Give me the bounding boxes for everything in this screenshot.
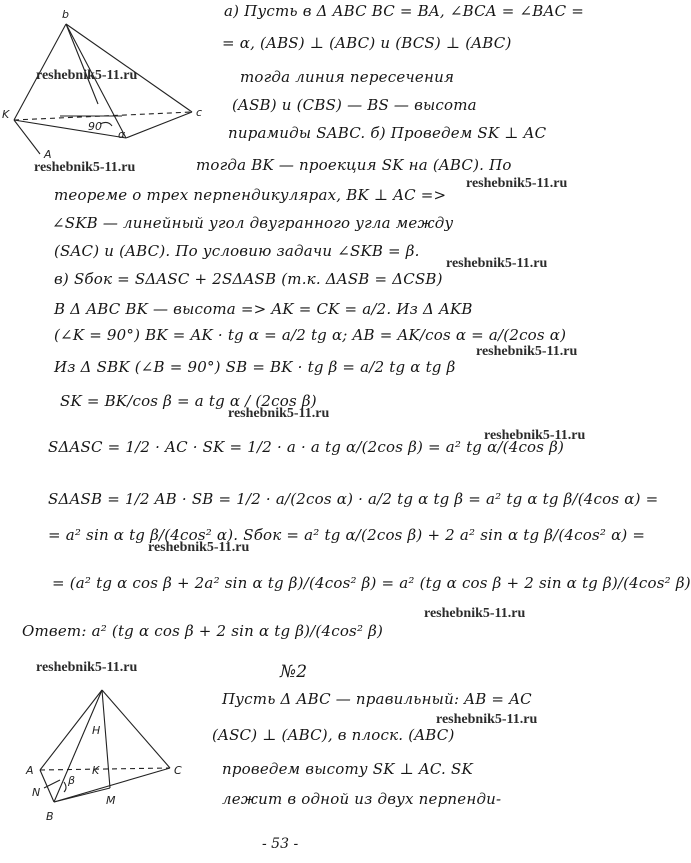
watermark-9: reshebnik5-11.ru	[424, 606, 526, 621]
text-line-10: в) Sбок = SΔASC + 2SΔASB (т.к. ΔASB = ΔCSB)	[54, 270, 443, 288]
text-line-5: пирамиды SABC. б) Проведем SK ⊥ AC	[228, 124, 547, 142]
text-line-9: (SAC) и (ABC). По условию задачи ∠SKB = β.	[54, 242, 420, 260]
page-number: - 53 -	[262, 836, 299, 852]
fig2-label-beta: β	[68, 774, 76, 787]
fig2-label-c: C	[174, 764, 182, 777]
answer-line: Ответ: a² (tg α cos β + 2 sin α tg β)/(4cos² β)	[22, 622, 384, 640]
pyramid-figure-2	[20, 684, 220, 834]
text-line-13: Из Δ SBK (∠B = 90°) SB = BK · tg β = a/2 tg α tg β	[54, 358, 456, 376]
watermark-10: reshebnik5-11.ru	[36, 660, 138, 675]
text-line-1: а) Пусть в Δ ABC BC = BA, ∠BCA = ∠BAC =	[224, 2, 584, 20]
fig2-label-n: N	[32, 786, 41, 799]
text-line-3: тогда линия пересечения	[240, 68, 455, 86]
text-line-14: SK = BK/cos β = a tg α / (2cos β)	[60, 392, 317, 410]
text-line-6: тогда BK — проекция SK на (ABC). По	[196, 156, 512, 174]
problem-number: №2	[280, 662, 308, 682]
watermark-6: reshebnik5-11.ru	[228, 406, 330, 421]
watermark-8: reshebnik5-11.ru	[148, 540, 250, 555]
pyramid-figure-1	[0, 0, 220, 175]
text-line-19: Пусть Δ ABC — правильный: AB = AC	[222, 690, 532, 708]
watermark-5: reshebnik5-11.ru	[476, 344, 578, 359]
fig2-label-h: H	[92, 724, 101, 737]
watermark-1: reshebnik5-11.ru	[36, 68, 138, 83]
watermark-3: reshebnik5-11.ru	[466, 176, 568, 191]
fig2-label-a: A	[26, 764, 34, 777]
watermark-2: reshebnik5-11.ru	[34, 160, 136, 175]
text-line-21: проведем высоту SK ⊥ AC. SK	[222, 760, 473, 778]
fig2-label-b: B	[46, 810, 54, 823]
text-line-7: теореме о трех перпендикулярах, BK ⊥ AC =>	[54, 186, 447, 204]
text-line-11: В Δ ABC BK — высота => AK = CK = a/2. Из Δ AKB	[54, 300, 473, 318]
fig2-label-k: K	[92, 764, 100, 777]
watermark-11: reshebnik5-11.ru	[436, 712, 538, 727]
fig2-label-m: M	[106, 794, 116, 807]
text-line-18: = (a² tg α cos β + 2a² sin α tg β)/(4cos² β) = a² (tg α cos β + 2 sin α tg β)/(4cos² β)	[52, 574, 691, 592]
text-line-22: лежит в одной из двух перпенди-	[222, 790, 502, 808]
vertex-label-c: c	[196, 106, 203, 119]
watermark-4: reshebnik5-11.ru	[446, 256, 548, 271]
text-line-16: SΔASB = 1/2 AB · SB = 1/2 · a/(2cos α) · a/2 tg α tg β = a² tg α tg β/(4cos α) =	[48, 490, 659, 508]
text-line-8: ∠SKB — линейный угол двугранного угла между	[52, 214, 454, 232]
text-line-17: = a² sin α tg β/(4cos² α). Sбок = a² tg α/(2cos β) + 2 a² sin α tg β/(4cos² α) =	[48, 526, 646, 544]
text-line-2: = α, (ABS) ⊥ (ABC) и (BCS) ⊥ (ABC)	[222, 34, 512, 52]
text-line-15: SΔASC = 1/2 · AC · SK = 1/2 · a · a tg α/(2cos β) = a² tg α/(4cos β)	[48, 438, 565, 456]
text-line-20: (ASC) ⊥ (ABC), в плоск. (ABC)	[212, 726, 455, 744]
vertex-label-b: b	[62, 8, 69, 21]
text-line-12: (∠K = 90°) BK = AK · tg α = a/2 tg α; AB = AK/cos α = a/(2cos α)	[54, 326, 567, 344]
angle-label-alpha: α	[118, 128, 126, 141]
angle-label-90: 90	[88, 120, 102, 133]
vertex-label-a: A	[44, 148, 52, 161]
text-line-4: (ASB) и (CBS) — BS — высота	[232, 96, 477, 114]
watermark-7: reshebnik5-11.ru	[484, 428, 586, 443]
vertex-label-k: K	[2, 108, 10, 121]
